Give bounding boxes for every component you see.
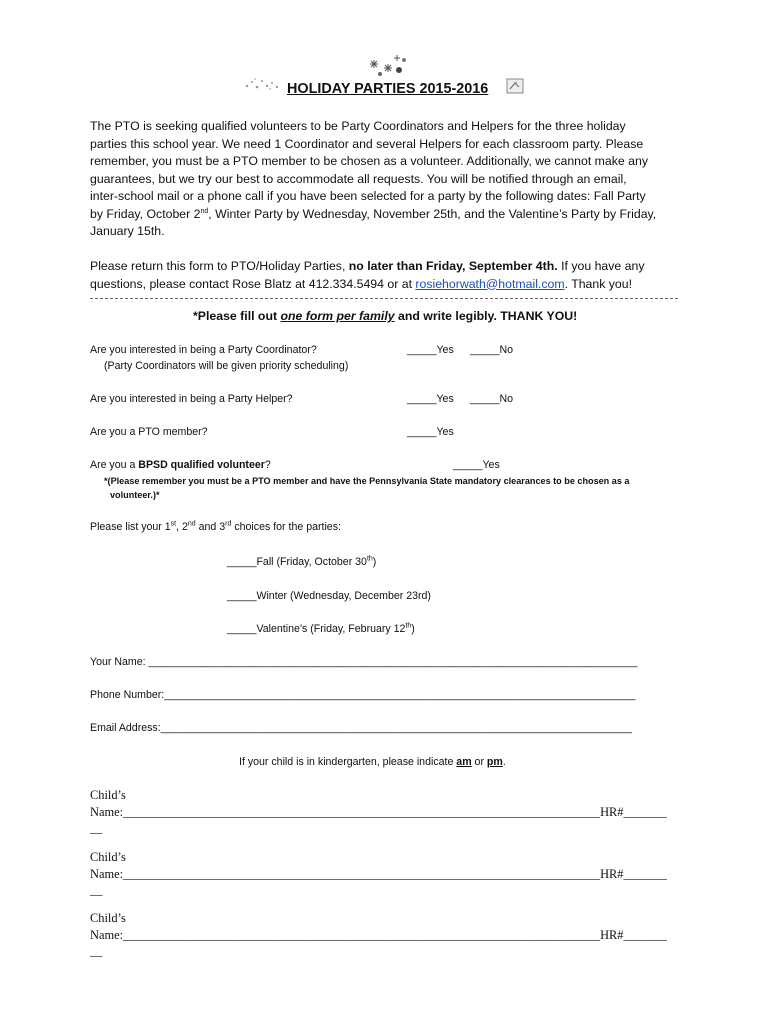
bpsd-note: *(Please remember you must be a PTO member and have the Pennsylvania State mandatory clearances to be chosen as a volunteer.)* (104, 476, 630, 500)
coordinator-note: (Party Coordinators will be given priority scheduling) (104, 360, 349, 372)
snowflakes-clipart-top (364, 54, 408, 80)
helper-yes-option[interactable]: _____Yes (407, 393, 454, 405)
intro-line: January 15th. (90, 224, 165, 238)
bpsd-yes-option[interactable]: _____Yes (453, 459, 500, 471)
question-helper: Are you interested in being a Party Helper? (90, 393, 293, 405)
intro-line: parties this school year. We need 1 Coordinator and several Helpers for each classroom party. Please (90, 136, 644, 151)
your-name-field[interactable]: Your Name: ___________________________________________________________________________________ (90, 656, 638, 668)
pto-member-yes-option[interactable]: _____Yes (407, 426, 454, 438)
choice-valentines-party[interactable]: _____Valentine’s (Friday, February 12th) (227, 622, 415, 635)
intro-line: inter-school mail or a phone call if you have been selected for a party by the following dates: Fall Party (90, 189, 646, 203)
choice-fall-party[interactable]: _____Fall (Friday, October 30th) (227, 555, 377, 568)
dashed-divider (90, 298, 678, 299)
choices-prompt: Please list your 1st, 2nd and 3rd choices for the parties: (90, 520, 341, 533)
choice-winter-party[interactable]: _____Winter (Wednesday, December 23rd) (227, 590, 431, 602)
intro-paragraph (90, 118, 690, 241)
snowflakes-clipart-left (243, 76, 283, 92)
notice-text: *Please fill out one form per family and write legibly. THANK YOU! (193, 309, 578, 323)
question-coordinator: Are you interested in being a Party Coordinator? (90, 344, 317, 356)
child-entry-2[interactable]: Child’s Name:_____________________________________________________________________________HR#_______ __ (90, 850, 667, 897)
coordinator-yes-option[interactable]: _____Yes (407, 344, 454, 356)
email-address-field[interactable]: Email Address:________________________________________________________________________________ (90, 722, 632, 734)
contact-email-link[interactable]: rosiehorwath@hotmail.com (415, 276, 565, 291)
child-entry-1[interactable]: Child’s Name:_____________________________________________________________________________HR#_______ __ (90, 788, 667, 835)
present-clipart (506, 78, 524, 94)
coordinator-no-option[interactable]: _____No (470, 344, 514, 356)
page-title: HOLIDAY PARTIES 2015-2016 (287, 81, 489, 97)
intro-line: The PTO is seeking qualified volunteers to be Party Coordinators and Helpers for the three holiday (90, 119, 626, 133)
question-pto-member: Are you a PTO member? (90, 426, 208, 438)
helper-no-option[interactable]: _____No (470, 393, 514, 405)
question-bpsd-volunteer: Are you a BPSD qualified volunteer? (90, 459, 271, 471)
kindergarten-note: If your child is in kindergarten, please indicate am or pm. (239, 756, 506, 768)
return-paragraph: Please return this form to PTO/Holiday Parties, no later than Friday, September 4th. If you have any questions, please contact Rose Blatz at 412.334.5494 or at rosiehorwath@hotmail.com. Thank you! (90, 259, 645, 291)
child-entry-3[interactable]: Child’s Name:_____________________________________________________________________________HR#_______ __ (90, 911, 667, 958)
intro-line-dates: by Friday, October 2nd, Winter Party by Wednesday, November 25th, and the Valentine’s Party by Friday, (90, 206, 657, 221)
intro-line: remember, you must be a PTO member to be chosen as a volunteer. Additionally, we cannot make any (90, 154, 648, 168)
intro-line: guarantees, but we try our best to accommodate all requests. You will be notified through an email, (90, 171, 627, 186)
phone-number-field[interactable]: Phone Number:________________________________________________________________________________ (90, 689, 636, 701)
